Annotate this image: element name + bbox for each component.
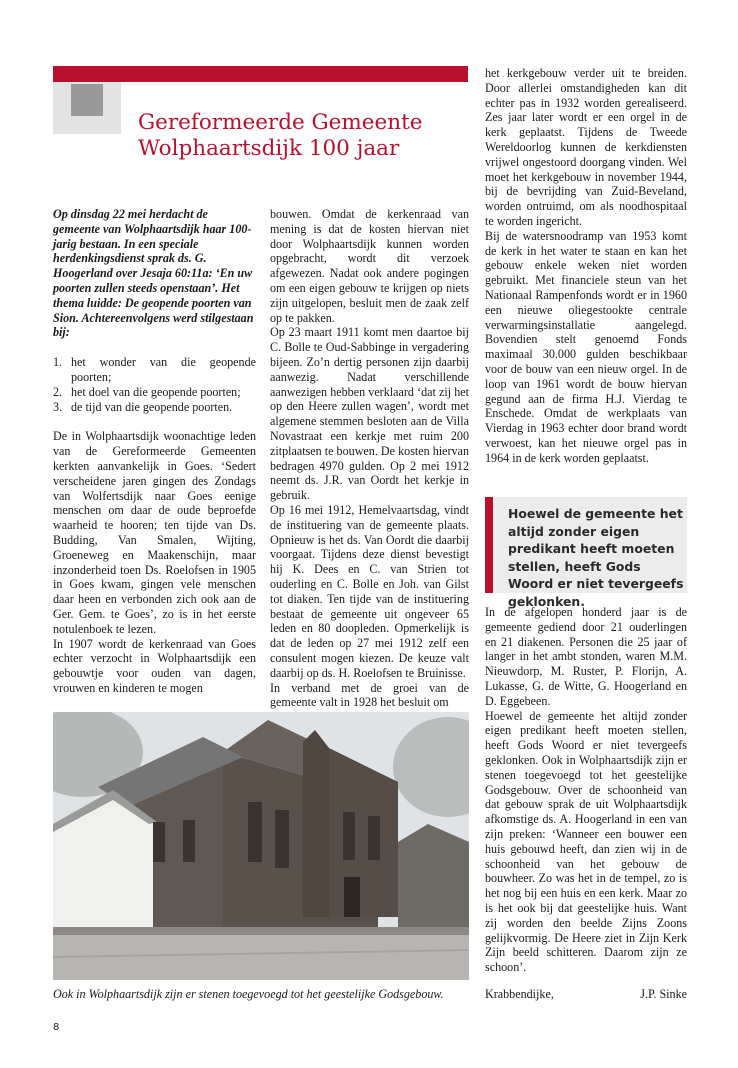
article-title — [138, 110, 468, 162]
header-accent-bar — [53, 66, 468, 82]
intro-paragraph: Op dinsdag 22 mei herdacht de gemeente van Wolphaartsdijk haar 100-jarig bestaan. In een speciale herdenkingsdienst sprak ds. G. Hoogerland over Jesaja 60:11a: ‘En uw poorten zullen steeds openstaan’. Het thema luidde: De geopende poorten van Sion. Achtereenvolgens werd stilgestaan bij: — [53, 207, 254, 340]
theme-point-text: het wonder van die geopende poorten; — [71, 355, 256, 384]
page-number: 8 — [53, 1022, 60, 1033]
column-3-top — [485, 66, 687, 466]
signature-author: J.P. Sinke — [640, 987, 687, 1001]
body-paragraph: In verband met de groei van de gemeente valt in 1928 het besluit om — [270, 680, 469, 710]
body-paragraph: Op 23 maart 1911 komt men daartoe bij C. Bolle te Oud-Sabbinge in vergadering bijeen. Zo’n dertig personen zijn daarbij aanwezig. Nadat verschillende aanwezigen hebben verklaard ‘dat zij het op den Heere zullen wagen’, wordt met algemene stemmen besloten aan de Villa Novastraat een kerkje met ruim 200 zitplaatsen te bouwen. De kosten hiervan bedragen 4970 gulden. Op 2 mei 1912 neemt ds. J.R. van Oordt het kerkje in gebruik. — [270, 325, 469, 503]
pull-quote: Hoewel de gemeente het altijd zonder eigen predikant heeft moeten stellen, heeft Gods Woord er niet tevergeefs geklonken. — [508, 506, 684, 609]
signature-place: Krabbendijke, — [485, 987, 554, 1001]
body-paragraph: bouwen. Omdat de kerkenraad van mening is dat de kosten hiervan niet door Wolphaartsdijk kunnen worden opgebracht, wordt dit verzoek afgewezen. Nadat ook andere pogingen om een eigen gebouw te krijgen op niets zijn uitgelopen, besluit men de zaak zelf op te pakken. — [270, 207, 469, 325]
theme-point — [53, 385, 256, 400]
body-paragraph: De in Wolphaartsdijk woonachtige leden van de Gereformeerde Gemeenten kerkten aanvankelijk in Goes. ‘Sedert verscheidene jaren gingen des Zondags van Wolfertsdijk naar Goes eenige menschen om daar de oude beproefde waarheid te hooren; ten tijde van Ds. Budding, Van Smalen, Wijting, Groeneweg en Maakenschijn, maar inzonderheid toen Ds. Roelofsen in 1905 in Goes kwam, gingen vele menschen daar heen en verbonden zich ook aan de Ger. Gem. te Goes’, zo is in het eerste notulenboek te lezen. — [53, 429, 256, 636]
church-illustration — [53, 712, 469, 980]
signature — [485, 987, 687, 1002]
column-3-bottom — [485, 605, 687, 975]
body-paragraph: Bij de watersnoodramp van 1953 komt de kerk in het water te staan en kan het gebouw enkele weken niet worden gebruikt. Met financiele steun van het Nationaal Rampenfonds wordt er in 1960 een nieuwe oliegestookte centrale verwarmingsinstallatie aangelegd. Bovendien stelt genoemd Fonds maximaal 30.000 gulden beschikbaar voor de bouw van een nieuw orgel. In de loop van 1961 wordt de bouw hiervan gegund aan de firma H.J. Vierdag te Enschede. Omdat de werkplaats van Vierdag in 1963 echter door brand wordt verwoest, kan het nieuwe orgel pas in 1964 in de kerk worden geplaatst. — [485, 228, 687, 465]
column-2 — [270, 207, 469, 710]
body-paragraph: In 1907 wordt de kerkenraad van Goes echter verzocht in Wolphaartsdijk een gebouwtje voor ouden van dagen, vrouwen en kinderen te mogen — [53, 636, 256, 695]
body-paragraph: Hoewel de gemeente het altijd zonder eigen predikant heeft moeten stellen, heeft Gods Woord er niet tevergeefs geklonken. Ook in Wolphaartsdijk zijn er stenen toegevoegd tot het geestelijke Godsgebouw. Over de schoonheid van dat gebouw sprak de uit Wolphaartsdijk afkomstige ds. A. Hoogerland in een van zijn preken: ‘Wanneer een bouwer een huis gebouwd heeft, dan zien wij in de schoonheid van het gebouw de bouwheer. Zo was het in de tempel, zo is het nog bij een huis en een kerk. Maar zo is het ook bij dat geestelijke huis. Want zij worden den beelde Zijns Zoons gelijkvormig. De Heere ziet in Zijn Kerk Zijn beeld schitteren. Daarom zijn ze schoon’. — [485, 708, 687, 975]
theme-point-number: 3. — [53, 399, 63, 414]
header-grey-square — [71, 84, 103, 116]
theme-point-text: de tijd van die geopende poorten. — [71, 399, 233, 414]
theme-point — [53, 355, 256, 385]
pull-quote-accent-bar — [485, 497, 493, 593]
theme-point-text: het doel van die geopende poorten; — [71, 384, 241, 399]
body-paragraph: Op 16 mei 1912, Hemelvaartsdag, vindt de instituering van de gemeente plaats. Opnieuw is het ds. Van Oordt die daarbij voorgaat. Tijdens deze dienst bevestigt hij K. Dees en C. van Strien tot ouderling en C. Bolle en Joh. van Gilst tot diaken. Ten tijde van de instituering bestaat de gemeente uit ongeveer 65 leden en 80 doopleden. Opmerkelijk is dat de leden op 27 mei 1912 zelf een consulent mogen kiezen. De keuze valt daarbij op ds. H. Roelofsen te Bruinisse. — [270, 502, 469, 680]
theme-point — [53, 400, 256, 415]
body-paragraph: het kerkgebouw verder uit te breiden. Door allerlei omstandigheden kan dit echter pas in 1932 worden gerealiseerd. Zes jaar later wordt er een orgel in de kerk geplaatst. Tijdens de Tweede Wereldoorlog kunnen de kerkdiensten vrijwel ongestoord doorgang vinden. Wel moet het kerkgebouw in november 1944, bij de bevrijding van Zuid-Beveland, worden ontruimd, om als noodhospitaal te worden ingericht. — [485, 66, 687, 228]
column-1 — [53, 207, 256, 696]
body-paragraph: In de afgelopen honderd jaar is de gemeente gediend door 21 ouderlingen en 21 diakenen. Personen die 25 jaar of langer in het ambt stonden, waren M.M. Nieuwdorp, M. Ruster, P. Florijn, A. Lukasse, G. de Witte, G. Hoogerland en D. Eggebeen. — [485, 605, 687, 708]
theme-point-number: 2. — [53, 384, 63, 399]
church-photo — [53, 712, 469, 980]
title-line-2: Wolphaartsdijk 100 jaar — [138, 136, 400, 161]
theme-points-list — [53, 355, 256, 414]
photo-caption: Ook in Wolphaartsdijk zijn er stenen toegevoegd tot het geestelijke Godsgebouw. — [53, 987, 444, 1001]
theme-point-number: 1. — [53, 355, 63, 370]
title-line-1: Gereformeerde Gemeente — [138, 110, 423, 135]
